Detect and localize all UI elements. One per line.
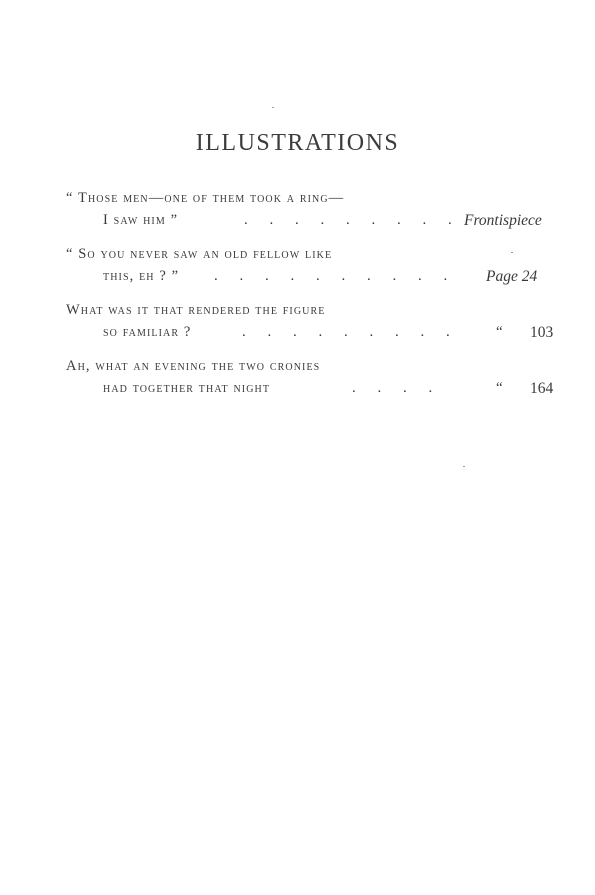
dot-leaders: . . . . . . . . . [242, 324, 459, 340]
illustration-entry [66, 358, 560, 402]
entry-caption-line1: “ So you never saw an old fellow like [66, 246, 333, 262]
page-reference: 164 [530, 380, 554, 397]
entry-caption-line2: I saw him ” [103, 212, 179, 228]
illustration-entry [66, 246, 560, 290]
entry-caption-line2: so familiar ? [103, 324, 192, 340]
paper-speck [463, 466, 465, 467]
illustration-entry [66, 190, 560, 234]
dot-leaders: . . . . [352, 380, 442, 396]
page-reference: Page 24 [486, 268, 538, 285]
entry-caption-line1: Ah, what an evening the two cronies [66, 358, 321, 374]
entry-caption-line2: had together that night [103, 380, 271, 396]
page-title: ILLUSTRATIONS [195, 130, 400, 156]
dot-leaders: . . . . . . . . . [244, 212, 461, 228]
entry-caption-line1: What was it that rendered the figure [66, 302, 326, 318]
dot-leaders: . . . . . . . . . . [214, 268, 457, 284]
entry-caption-line2: this, eh ? ” [103, 268, 180, 284]
ditto-mark: “ [496, 324, 504, 340]
page-reference: Frontispiece [464, 212, 542, 229]
page-reference: 103 [530, 324, 554, 341]
ditto-mark: “ [496, 380, 504, 396]
paper-speck [272, 107, 274, 108]
illustration-entry [66, 302, 560, 346]
entry-caption-line1: “ Those men—one of them took a ring— [66, 190, 345, 206]
